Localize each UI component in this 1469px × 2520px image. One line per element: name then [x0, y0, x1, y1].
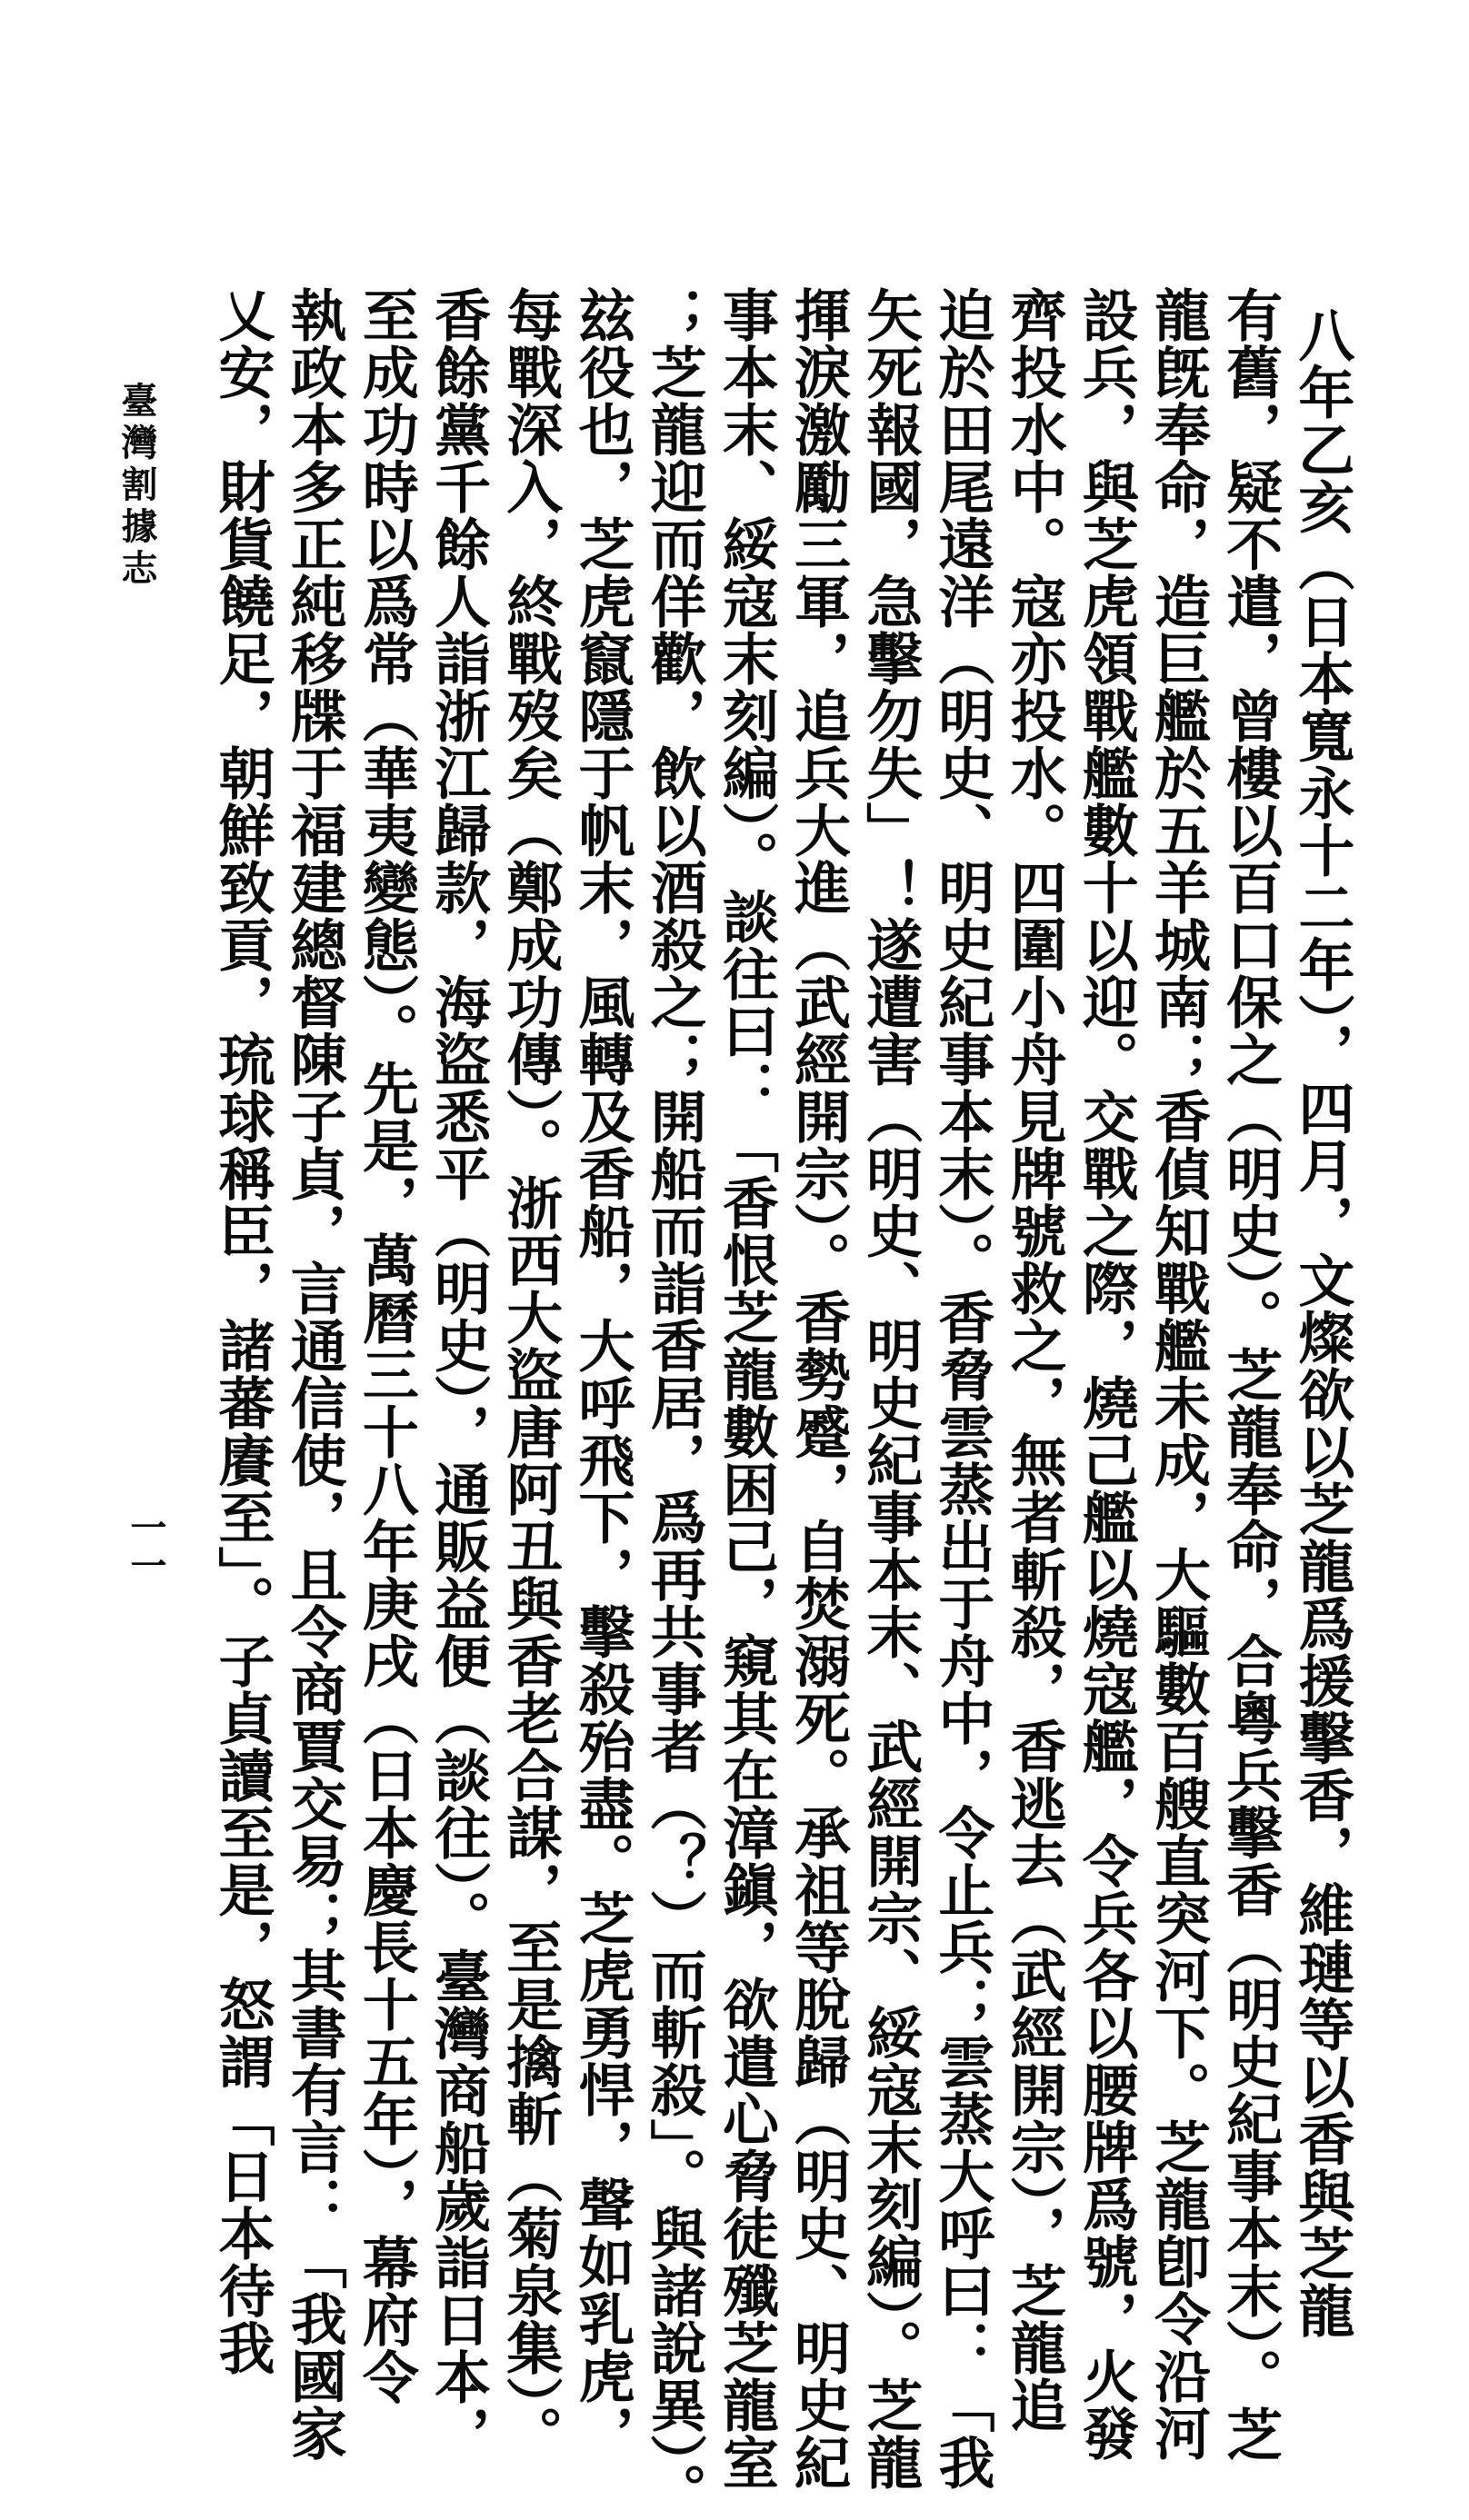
text-column: 八年乙亥（日本寬永十二年），四月，文燦欲以芝龍爲援擊香，維璉等以香與芝龍: [1288, 306, 1355, 2339]
text-column: 香餘黨千餘人詣浙江歸款，海盜悉平（明史），通販益便（談往）。臺灣商船歲詣日本，: [425, 286, 492, 2463]
text-column: 事本末、綏寇末刻編）。談往曰：「香恨芝龍數困己，窺其在漳鎭，欲遣心脅徒殲芝龍室: [713, 286, 780, 2491]
text-column: 執政本多正純移牒于福建總督陳子貞，言通信使，且令商賈交易；其書有言：「我國家: [281, 286, 348, 2462]
text-column: 玆役也，芝虎竄隱于帆末，風轉及香船，大呼飛下，擊殺殆盡。芝虎勇悍，聲如乳虎，: [568, 286, 635, 2462]
text-column: 矢死報國，急擊勿失」！遂遭害（明史、明史紀事本末、武經開宗、綏寇末刻編）。芝龍: [856, 286, 924, 2491]
page-number: 一一: [125, 1509, 167, 1585]
text-column: 齊投水中。寇亦投水。四圍小舟見牌號救之，無者斬殺，香逃去（武經開宗），芝龍追: [1001, 286, 1068, 2434]
text-column: 乂安，財貨饒足，朝鮮致貢，琉球稱臣，諸蕃賡至」。子貞讀至是，怒謂「日本待我: [209, 286, 275, 2376]
text-column: 龍旣奉命，造巨艦於五羊城南；香偵知戰艦未成，大驅數百艘直突河下。芝龍卽令沿河: [1144, 286, 1212, 2462]
text-column: 揮淚激勵三軍，追兵大進（武經開宗）。香勢蹙，自焚溺死。承祖等脫歸（明史、明史紀: [784, 286, 852, 2491]
body-text: [209, 286, 1355, 2520]
text-column: 至成功時以爲常（華夷變態）。先是，萬曆三十八年庚戌（日本慶長十五年），幕府令: [353, 286, 420, 2405]
text-column: 設兵，與芝虎領戰艦數十以迎。交戰之際，燒己艦以燒寇艦，令兵各以腰牌爲號，火發: [1073, 286, 1140, 2462]
text-column: 迫於田尾遠洋（明史、明史紀事本末）。香脅雲蒸出于舟中，令止兵；雲蒸大呼曰：「我: [928, 286, 995, 2491]
text-column: ；芝龍迎而佯歡，飲以酒殺之；開船而詣香居，爲再共事者（？）而斬殺」。與諸說異）。: [641, 286, 708, 2520]
running-head: 臺灣割據志: [115, 382, 158, 591]
text-column: 有舊，疑不遣，曾樓以百口保之（明史）。芝龍奉命，合粵兵擊香（明史紀事本末）。芝: [1216, 286, 1284, 2463]
text-column: 每戰深入，終戰歿矣（鄭成功傳）。浙西大盜唐阿丑與香老合謀，至是擒斬（菊泉集）。: [496, 286, 564, 2463]
